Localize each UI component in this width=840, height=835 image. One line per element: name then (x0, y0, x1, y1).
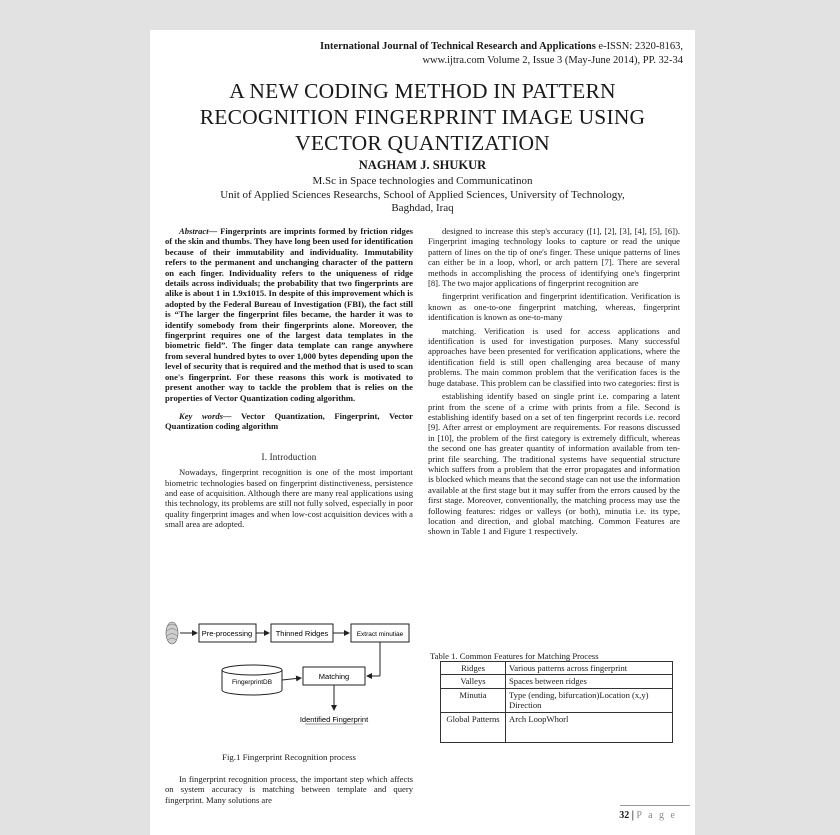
right-paragraph-4: establishing identify based on single print i.e. comparing a latent print from the scene of a crime with prints from a file. Second is establishing identify based on a set of ten fingerprint records i.e. record [9]. After arrest or employment are requirements. For reasons discussed in [10], the problem of the first category is extremely difficult, whereas the second one has greater quantity of information available from ten-print file searching. The traditional systems have sequential structure which suffers from a problem that the error propagates and information is blocked which means that the second stage can not use the information available at the first stage but it may suffer from the errors caused by the first stage. Moreover, conventionally, the matching process may use the following features: ridges or valleys (or both), minutia i.e. its type, location and direction, and global matching. Common Features are shown in Table 1 and Figure 1 respectively. (428, 391, 681, 537)
intro-paragraph: Nowadays, fingerprint recognition is one of the most important biometric technologies based on fingerprint distinctiveness, persistence and ease of acquisition. Although there are many real applications using this technology, its problems are still not fully solved, especially in poor quality fingerprint images and when low-cost acquisition devices with a small area are adopted. (165, 467, 413, 530)
abstract-text: Fingerprints are imprints formed by friction ridges of the skin and thumbs. They have long been used for identification because of their immutability and individuality. Immutability refers to the permanent and unchanging character of the pattern on each finger. Individuality refers to the uniqueness of ridge details across individuals; the probability that two fingerprints are alike is about 1 in 1.9x1015. In despite of this improvement which is adopted by the Federal Bureau of Investigation (FBI), the fact still is “The larger the fingerprint files became, the harder it was to identify somebody from their fingerprints alone. Moreover, the fingerprint requires one of the largest data templates in the biometric field”. The finger data template can range anywhere from several hundred bytes to over 1,000 bytes depending upon the level of security that is required and the method that is used to scan one's fingerprint. For these reasons this work is motivated to present another way to tackle the problem that is relies on the properties of Vector Quantization coding algorithm. (165, 226, 413, 403)
output-identified-label: Identified Fingerprint (299, 715, 369, 724)
right-paragraph-1: designed to increase this step's accuracy ([1], [2], [3], [4], [5], [6]). Fingerprint imaging technology looks to capture or read the unique pattern of lines on the tip of one's finger. These unique patterns of lines can either be in a loop, whorl, or arch pattern [7]. There are several methods in accomplishing the process of identifying one's fingerprint [8]. The two major applications of fingerprint recognition are (428, 226, 680, 289)
page-word: P a g e (636, 810, 677, 821)
arrow-5 (282, 678, 301, 680)
paper-title (150, 78, 695, 156)
box-matching-label: Matching (318, 672, 350, 681)
keywords-label: Key words— (179, 410, 232, 421)
table-cell-value: Type (ending, bifurcation)Location (x,y) Direction (506, 688, 673, 712)
features-table (440, 661, 673, 743)
section-heading-introduction: I. Introduction (261, 451, 317, 462)
affiliation-line-3: Baghdad, Iraq (391, 202, 454, 214)
table-cell-key: Valleys (441, 675, 506, 688)
table-row (441, 688, 673, 712)
right-paragraph-3: matching. Verification is used for access applications and identification is used for investigation purposes. Many successful approaches have been presented for verification applications, where the identification field is still open challenging area because of many problems. The main common problem that the verification faces is the huge database. This problem can be classified into two categories: first is (428, 325, 680, 388)
table-row (441, 675, 673, 688)
box-thinned-ridges-label: Thinned Ridges (275, 629, 329, 638)
affiliation-line-2: Unit of Applied Sciences Researchs, School of Applied Sciences, University of Technology, (220, 188, 625, 201)
right-column (428, 226, 680, 537)
journal-issn: e-ISSN: 2320-8163, (595, 41, 683, 52)
journal-volume: www.ijtra.com Volume 2, Issue 3 (May-June 2014), PP. 32-34 (422, 55, 683, 66)
table-row (441, 662, 673, 675)
affiliation (150, 175, 695, 216)
fingerprint-process-diagram (165, 612, 415, 752)
title-line-3: VECTOR QUANTIZATION (295, 131, 550, 155)
left-final-text: In fingerprint recognition process, the important step which affects on system accuracy is matching between template and query fingerprint. Many solutions are (165, 774, 413, 805)
figure-caption: Fig.1 Fingerprint Recognition process (222, 752, 356, 762)
fingerprint-icon (166, 622, 178, 644)
page-number-value: 32 | (619, 810, 637, 821)
journal-header (320, 40, 683, 68)
table-cell-key: Minutia (441, 688, 506, 712)
box-preprocessing-label: Pre-processing (201, 629, 253, 638)
footer-rule (620, 805, 690, 806)
table-cell-key: Ridges (441, 662, 506, 675)
table-cell-value: Spaces between ridges (506, 675, 673, 688)
paper-page (150, 30, 695, 835)
table-cell-key: Global Patterns (441, 712, 506, 742)
abstract-label: Abstract— (179, 226, 218, 236)
table-caption: Table 1. Common Features for Matching Process (430, 651, 599, 661)
keywords-text: Vector Quantization, Fingerprint, Vector Quantization coding algorithm (165, 410, 413, 432)
abstract (165, 226, 413, 403)
left-final-paragraph (165, 774, 413, 805)
title-line-1: A NEW CODING METHOD IN PATTERN (229, 79, 616, 103)
table-row (441, 712, 673, 742)
author-name: NAGHAM J. SHUKUR (358, 158, 487, 172)
journal-name: International Journal of Technical Research and Applications (320, 41, 596, 52)
right-paragraph-2: fingerprint verification and fingerprint identification. Verification is known as one-to-one fingerprint matching, whereas, fingerprint identification is known as one-to-many (428, 291, 680, 323)
title-line-2: RECOGNITION FINGERPRINT IMAGE USING (199, 105, 646, 129)
database-label: FingerprintDB (231, 679, 273, 686)
table-cell-value: Various patterns across fingerprint (506, 662, 673, 675)
table-cell-value: Arch LoopWhorl (506, 712, 673, 742)
box-extract-minutiae-label: Extract minutiae (356, 631, 404, 638)
left-column (165, 226, 413, 530)
page-number (619, 810, 677, 821)
keywords (165, 411, 413, 432)
affiliation-line-1: M.Sc in Space technologies and Communicatinon (312, 175, 533, 187)
